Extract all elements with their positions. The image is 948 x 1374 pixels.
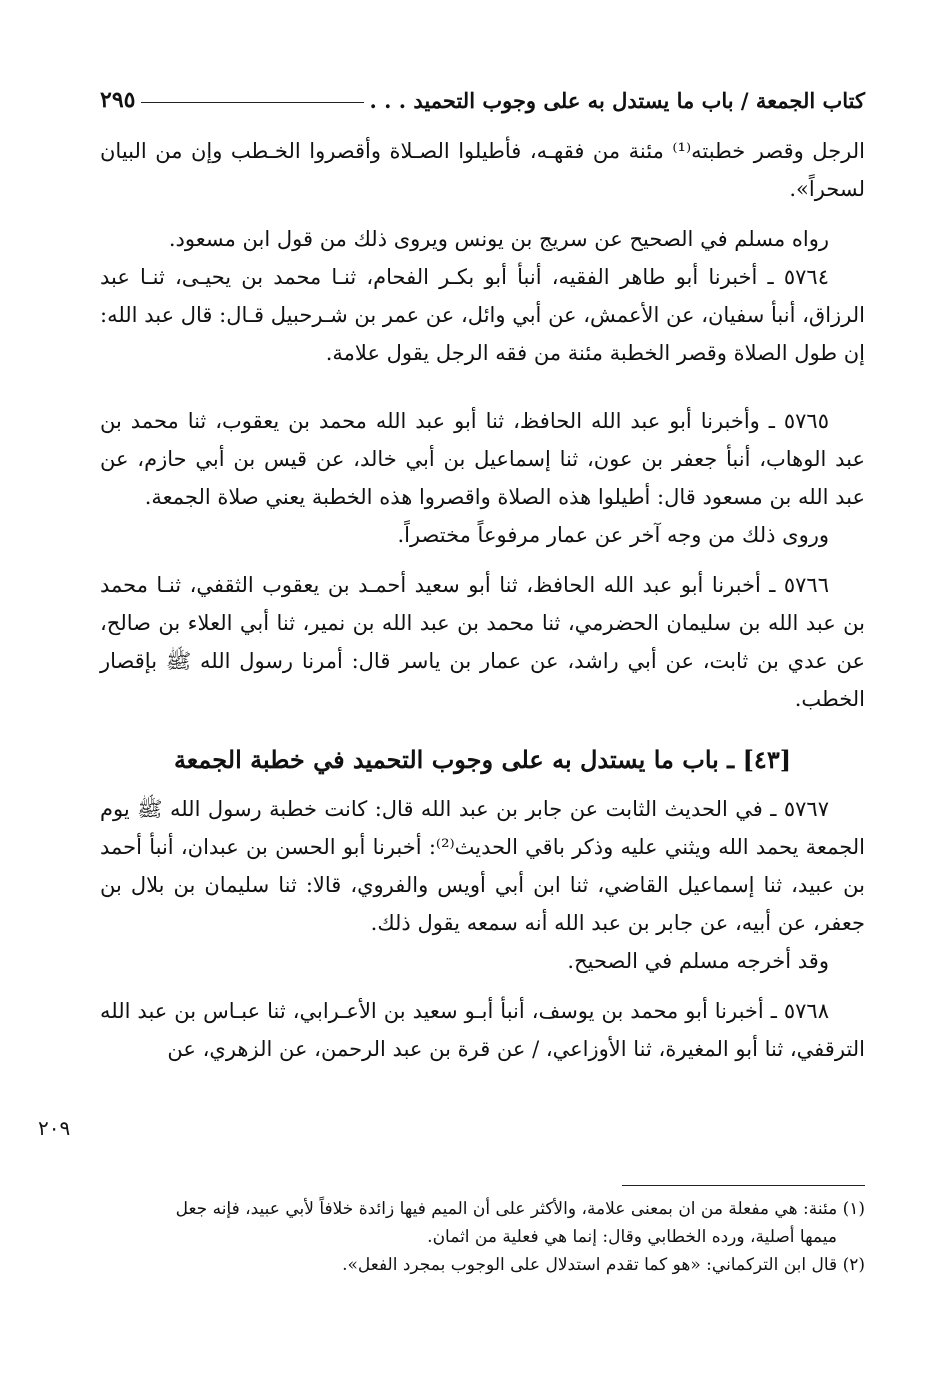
hadith-5767: ٥٧٦٧ ـ في الحديث الثابت عن جابر بن عبد الله قال: كانت خطبة رسول الله ﷺ يوم الجمعة يحمد الله ويثني عليه وذكر باقي الحديث⁽²⁾: أخبرنا أبو الحسن بن عبدان، أنبأ أحمد بن عبيد، ثنا إسماعيل القاضي، ثنا ابن أبي أويس والفروي، قالا: ثنا سليمان بن بلال بن جعفر، عن أبيه، عن جابر بن عبد الله أنه سمعه يقول ذلك. <box>100 797 865 935</box>
header-rule <box>141 102 363 103</box>
paragraph-1: الرجل وقصر خطبته⁽¹⁾ مئنة من فقهـه، فأطيلوا الصـلاة وأقصروا الخـطب وإن من البيان لسحراً». <box>100 139 865 201</box>
hadith-5765: ٥٧٦٥ ـ وأخبرنا أبو عبد الله الحافظ، ثنا أبو عبد الله محمد بن يعقوب، ثنا محمد بن عبد الوهاب، أنبأ جعفر بن عون، ثنا إسماعيل بن أبي خالد، عن قيس بن أبي حازم، عن عبد الله بن مسعود قال: أطيلوا هذه الصلاة واقصروا هذه الخطبة يعني صلاة الجمعة. <box>100 409 865 509</box>
hadith-5768: ٥٧٦٨ ـ أخبرنا أبو محمد بن يوسف، أنبأ أبـو سعيد بن الأعـرابي، ثنا عبـاس بن عبد الله الترقفي، ثنا أبو المغيرة، ثنا الأوزاعي، / عن قرة بن عبد الرحمن، عن الزهري، عن <box>100 999 865 1061</box>
footnote-separator <box>622 1185 865 1186</box>
margin-page-reference: ٢٠٩ <box>38 1116 71 1140</box>
footnote-1: (١) مئنة: هي مفعلة من ان بمعنى علامة، والأكثر على أن الميم فيها زائدة خلافاً لأبي عبيد، فإنه جعل <box>175 1199 865 1219</box>
hadith-5764: ٥٧٦٤ ـ أخبرنا أبو طاهر الفقيه، أنبأ أبو بكـر الفحام، ثنـا محمد بن يحيـى، ثنـا عبد الرزاق، أنبأ سفيان، عن الأعمش، عن أبي وائل، عن عمر بن شـرحبيل قـال: قال عبد الله: إن طول الصلاة وقصر الخطبة مئنة من فقه الرجل يقول علامة. <box>100 265 865 365</box>
hadith-5766: ٥٧٦٦ ـ أخبرنا أبو عبد الله الحافظ، ثنا أبو سعيد أحمـد بن يعقوب الثقفي، ثنـا محمد بن عبد الله بن سليمان الحضرمي، ثنا محمد بن عبد الله بن نمير، ثنا أبي العلاء بن صالح، عن عدي بن ثابت، عن أبي راشد، عن عمار بن ياسر قال: أمرنا رسول الله ﷺ بإقصار الخطب. <box>100 573 865 711</box>
footnote-1-continued: ميمها أصلية، ورده الخطابي وقال: إنما هي فعلية من اثمان. <box>427 1227 837 1247</box>
chapter-heading: [٤٣] ـ باب ما يستدل به على وجوب التحميد في خطبة الجمعة <box>173 745 792 774</box>
running-header <box>100 80 865 120</box>
paragraph-8: وقد أخرجه مسلم في الصحيح. <box>567 949 829 973</box>
footnote-2: (٢) قال ابن التركماني: «هو كما تقدم استدلال على الوجوب بمجرد الفعل». <box>342 1255 865 1275</box>
paragraph-5: وروى ذلك من وجه آخر عن عمار مرفوعاً مختصراً. <box>397 523 829 547</box>
running-title: كتاب الجمعة / باب ما يستدل به على وجوب التحميد . . . <box>369 87 865 113</box>
paragraph-2: رواه مسلم في الصحيح عن سريج بن يونس ويروى ذلك من قول ابن مسعود. <box>168 227 829 251</box>
footnotes <box>100 1195 865 1279</box>
page-number: ٢٩٥ <box>100 87 136 113</box>
page-body <box>100 80 865 1068</box>
